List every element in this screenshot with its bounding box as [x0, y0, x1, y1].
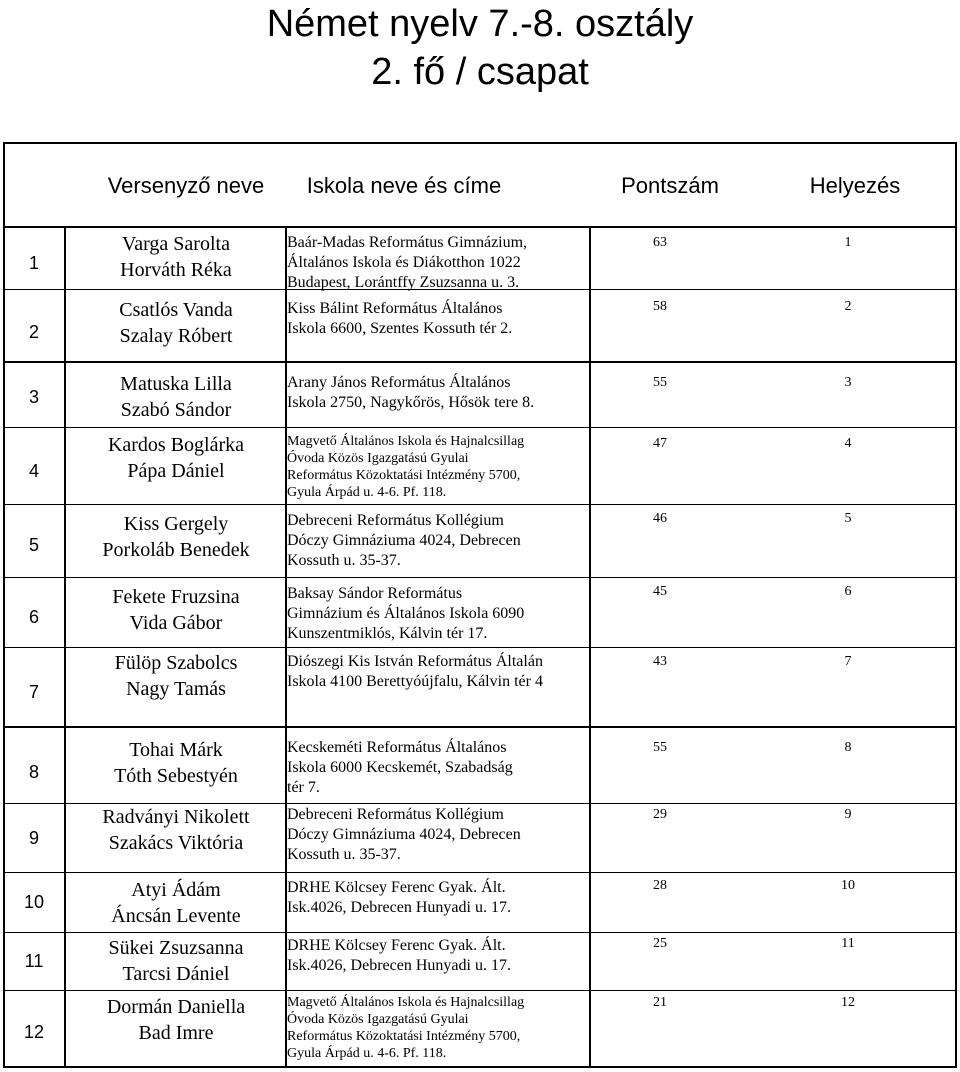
row-place: 10 [841, 878, 855, 893]
row-names: Csatlós Vanda Szalay Róbert [119, 299, 233, 347]
row-place: 7 [844, 654, 852, 669]
row-points: 43 [653, 654, 667, 669]
header-place: Helyezés [809, 173, 901, 198]
row-school: Debreceni Református Kollégium Dóczy Gimnáziuma 4024, Debrecen Kossuth u. 35-37. [287, 512, 521, 569]
row-place: 4 [844, 436, 852, 451]
page-title: Német nyelv 7.-8. osztály [266, 3, 694, 45]
row-points: 55 [653, 375, 667, 390]
row-rank: 1 [28, 253, 39, 273]
row-points: 21 [653, 995, 667, 1010]
row-points: 28 [653, 878, 667, 893]
row-names: Fülöp Szabolcs Nagy Tamás [114, 652, 238, 700]
row-points: 46 [653, 511, 667, 526]
row-names: Kiss Gergely Porkoláb Benedek [102, 513, 250, 561]
row-points: 63 [653, 235, 667, 250]
row-rank: 10 [23, 892, 45, 912]
row-school: Debreceni Református Kollégium Dóczy Gimnáziuma 4024, Debrecen Kossuth u. 35-37. [287, 806, 521, 863]
row-rank: 5 [28, 535, 39, 555]
row-points: 58 [653, 299, 667, 314]
row-names: Tohai Márk Tóth Sebestyén [114, 739, 238, 787]
row-names: Radványi Nikolett Szakács Viktória [102, 806, 250, 854]
row-names: Fekete Fruzsina Vida Gábor [112, 586, 240, 634]
row-rank: 3 [28, 387, 39, 407]
row-rank: 9 [28, 828, 39, 848]
row-place: 8 [844, 740, 852, 755]
row-points: 55 [653, 740, 667, 755]
row-points: 25 [653, 936, 667, 951]
row-points: 29 [653, 807, 667, 822]
row-school: DRHE Kölcsey Ferenc Gyak. Ált. Isk.4026, Debrecen Hunyadi u. 17. [287, 937, 511, 974]
row-rank: 8 [28, 762, 39, 782]
row-school: DRHE Kölcsey Ferenc Gyak. Ált. Isk.4026, Debrecen Hunyadi u. 17. [287, 879, 511, 916]
row-points: 45 [653, 584, 667, 599]
row-names: Dormán Daniella Bad Imre [106, 996, 246, 1044]
row-place: 2 [844, 299, 852, 314]
row-school: Kecskeméti Református Általános Iskola 6000 Kecskemét, Szabadság tér 7. [287, 739, 513, 796]
row-place: 3 [844, 375, 852, 390]
row-rank: 2 [28, 322, 39, 342]
row-names: Sükei Zsuzsanna Tarcsi Dániel [108, 937, 244, 985]
row-place: 11 [841, 936, 855, 951]
row-place: 6 [844, 584, 852, 599]
row-names: Varga Sarolta Horváth Réka [120, 233, 232, 281]
row-place: 1 [844, 235, 852, 250]
header-name: Versenyző neve [107, 173, 265, 198]
row-points: 47 [653, 436, 667, 451]
row-school: Magvető Általános Iskola és Hajnalcsillag Óvoda Közös Igazgatású Gyulai Református Közoktatási Intézmény 5700, Gyula Árpád u. 4-6. Pf. 118. [287, 434, 525, 500]
row-names: Atyi Ádám Áncsán Levente [111, 879, 241, 927]
row-rank: 12 [23, 1022, 45, 1042]
row-names: Kardos Boglárka Pápa Dániel [107, 434, 245, 482]
row-place: 5 [844, 511, 852, 526]
row-school: Baár-Madas Református Gimnázium, Általános Iskola és Diákotthon 1022 Budapest, Lorántffy Zsuzsanna u. 3. [287, 234, 528, 291]
row-rank: 7 [28, 682, 39, 702]
row-school: Baksay Sándor Református Gimnázium és Általános Iskola 6090 Kunszentmiklós, Kálvin tér 17. [287, 585, 525, 642]
row-place: 12 [841, 995, 855, 1010]
row-school: Kiss Bálint Református Általános Iskola 6600, Szentes Kossuth tér 2. [287, 300, 513, 337]
row-school: Diószegi Kis István Református Általán Iskola 4100 Berettyóújfalu, Kálvin tér 4 [287, 653, 543, 690]
row-names: Matuska Lilla Szabó Sándor [120, 373, 232, 421]
page-subtitle: 2. fő / csapat [371, 51, 589, 93]
header-points: Pontszám [621, 173, 719, 198]
row-rank: 6 [28, 607, 39, 627]
row-place: 9 [844, 807, 852, 822]
header-school: Iskola neve és címe [306, 173, 502, 198]
row-school: Magvető Általános Iskola és Hajnalcsillag Óvoda Közös Igazgatású Gyulai Református Közoktatási Intézmény 5700, Gyula Árpád u. 4-6. Pf. 118. [287, 995, 525, 1061]
row-school: Arany János Református Általános Iskola 2750, Nagykőrös, Hősök tere 8. [287, 374, 535, 411]
row-rank: 11 [24, 951, 44, 971]
row-rank: 4 [28, 461, 39, 481]
